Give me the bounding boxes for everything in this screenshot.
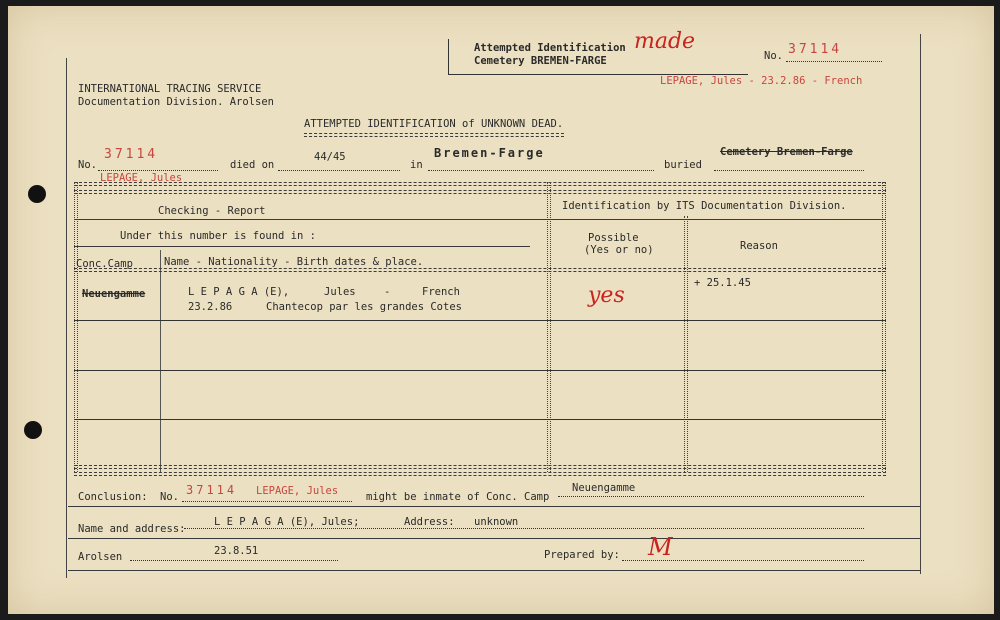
record-no-line [98, 170, 218, 171]
buried-line [714, 170, 864, 171]
table-reason-divider [684, 216, 688, 472]
org-line-1: INTERNATIONAL TRACING SERVICE [78, 83, 262, 95]
person-reference: LEPAGE, Jules - 23.2.86 - French [660, 75, 863, 87]
reason-header: Reason [740, 240, 778, 252]
footer-date: 23.8.51 [214, 545, 259, 557]
possible-header: Possible [588, 232, 639, 244]
conclusion-label: Conclusion: [78, 491, 148, 503]
buried-label: buried [664, 159, 702, 171]
row-rule-2 [74, 370, 886, 371]
name-address-label: Name and address: [78, 523, 186, 535]
header-line-1: Attempted Identification [474, 42, 626, 54]
table-right-border [882, 182, 886, 472]
prepared-by-label: Prepared by: [544, 549, 620, 561]
table-bottom-border [74, 465, 886, 469]
row-rule-1 [74, 320, 886, 321]
document-title: ATTEMPTED IDENTIFICATION of UNKNOWN DEAD. [304, 118, 564, 130]
record-no-value: 37114 [104, 147, 159, 162]
found-in: Under this number is found in : [120, 230, 316, 242]
row-dash: - [384, 286, 391, 298]
footer-place: Arolsen [78, 551, 123, 563]
table-camp-divider [160, 250, 161, 472]
conclusion-no-line [182, 501, 352, 502]
record-no-label: No. [78, 159, 97, 171]
col-name-header: Name - Nationality - Birth dates & place. [164, 256, 424, 268]
conclusion-no-label: No. [160, 491, 179, 503]
punch-hole-bottom [24, 421, 42, 439]
row-nationality: French [422, 286, 460, 298]
row-rule-3 [74, 419, 886, 420]
name-address-line [184, 528, 864, 529]
footer-date-line [130, 560, 338, 561]
row-camp: Neuengamme [82, 288, 146, 300]
table-bottom-border-2 [74, 472, 886, 476]
identification-header: Identification by ITS Documentation Division. [562, 200, 847, 212]
conclusion-camp: Neuengamme [572, 482, 636, 494]
header-box-border [448, 39, 449, 75]
header-rule-1 [74, 219, 886, 220]
row-name: L E P A G A (E), [188, 286, 290, 298]
table-top-border [74, 182, 886, 186]
right-frame-line [920, 34, 921, 574]
buried-value: Cemetery Bremen-Farge [720, 146, 853, 158]
died-value: 44/45 [314, 151, 346, 163]
prepared-by-initial: M [648, 533, 673, 561]
title-underline [304, 133, 564, 137]
card-no-line [786, 61, 882, 62]
conclusion-text: might be inmate of Conc. Camp [366, 491, 550, 503]
address-label: Address: [404, 516, 455, 528]
row-first-name: Jules [324, 286, 356, 298]
in-label: in [410, 159, 423, 171]
card-no-label: No. [764, 50, 783, 62]
conclusion-no-value: 37114 [186, 483, 238, 497]
header-rule-3 [74, 268, 886, 272]
place-value: Bremen-Farge [434, 146, 545, 160]
conclusion-name: LEPAGE, Jules [256, 485, 339, 497]
row-place: Chantecop par les grandes Cotes [266, 301, 462, 313]
died-line [278, 170, 400, 171]
handwritten-made: made [634, 29, 696, 54]
died-label: died on [230, 159, 275, 171]
header-rule-2 [74, 246, 530, 247]
footer-rule [68, 570, 920, 571]
table-top-border-2 [74, 190, 886, 194]
card-no-value: 37114 [788, 42, 843, 57]
table-left-border [74, 182, 78, 472]
row-reason: + 25.1.45 [694, 277, 751, 289]
header-line-2: Cemetery BREMEN-FARGE [474, 55, 607, 67]
org-line-2: Documentation Division. Arolsen [78, 96, 274, 108]
address-value: unknown [474, 516, 519, 528]
name-address-rule [68, 538, 920, 539]
conclusion-camp-line [558, 496, 864, 497]
col-camp-header: Conc.Camp [76, 258, 133, 270]
punch-hole-top [28, 185, 46, 203]
row-possible-yes: yes [588, 283, 625, 308]
table-mid-divider [547, 182, 551, 472]
checking-report: Checking - Report [158, 205, 266, 217]
yes-or-no: (Yes or no) [584, 244, 654, 256]
name-address-name: L E P A G A (E), Jules; [214, 516, 360, 528]
conclusion-rule [68, 506, 920, 507]
place-line [428, 170, 654, 171]
row-birth: 23.2.86 [188, 301, 233, 313]
record-name-under: LEPAGE, Jules [100, 172, 183, 184]
index-card [8, 6, 994, 614]
left-frame-line [66, 58, 67, 578]
